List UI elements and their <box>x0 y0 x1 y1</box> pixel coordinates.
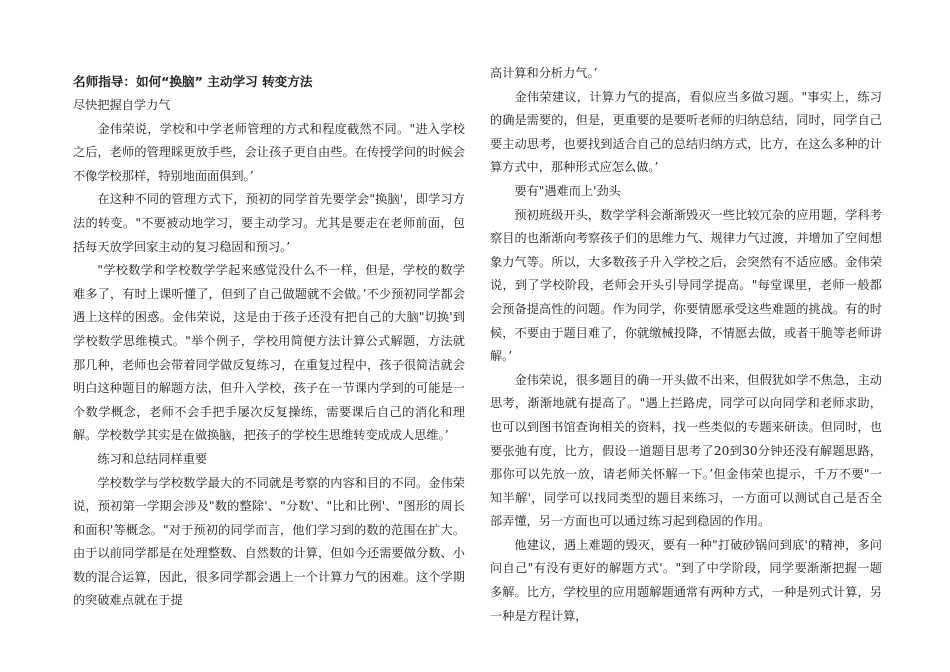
paragraph: 在这种不同的管理方式下，预初的同学首先要学会"换脑'，即学习方法的转变。"不要被动地学习，要主动学习。尤其是要走在老师前面，包括每天放学回家主动的复习稳固和预习。’ <box>73 192 465 254</box>
paragraph: 预初班级开头，数学学科会渐渐毁灭一些比较冗杂的应用题，学科考察目的也渐渐向考察孩子们的思维力气、规律力气过渡，并增加了空间想象力气等。所以，大多数孩子升入学校之后，会突然有不适应感。金伟荣说，到了学校阶段，老师会开头引导同学提高。"每堂课里，老师一般都会预备提高性的问题。作为同学，你要情愿承受这些难题的挑战。有的时候，不要由于题目难了，你就缴械投降，不情愿去做，或者干脆等老师讲解。’ <box>490 207 882 364</box>
paragraph: 金伟荣建议，计算力气的提高，看似应当多做习题。"事实上，练习的确是需要的，但是，更重要的是要听老师的归纳总结，同时，同学自己要主动思考，也要找到适合自己的总结归纳方式，比方，在这么多种的计算方式中，那种形式应怎么做。’ <box>490 89 882 175</box>
paragraph: 他建议，遇上难题的毁灭，要有一种"打破砂锅问到底'的精神，多问问自己"有没有更好的解题方式'。"到了中学阶段，同学要渐渐把握一题多解。比方，学校里的应用题解题通常有两种方式，一种是列式计算，另一种是方程计算， <box>490 537 882 623</box>
paragraph: 金伟荣说，学校和中学老师管理的方式和程度截然不同。"进入学校之后，老师的管理睬更放手些，会让孩子更自由些。在传授学问的时候会不像学校那样，特别地面面俱到。’ <box>73 121 465 183</box>
article-title: 名师指导：如何“换脑” 主动学习 转变方法 <box>73 74 313 89</box>
paragraph: 金伟荣说，很多题目的确一开头做不出来，但假犹如学不焦急，主动思考，渐渐地就有提高了。"遇上拦路虎，同学可以向同学和老师求助，也可以到图书馆查询相关的资料，找一些类似的专题来研读。但同时，也要张弛有度，比方，假设一道题目思考了20到30分钟还没有解题思路，那你可以先放一放，请老师关怀解一下。’但金伟荣也提示，千万不要"一知半解'，同学可以找同类型的题目来练习，一方面可以测试自己是否全部弄懂，另一方面也可以通过练习起到稳固的作用。 <box>490 372 882 529</box>
paragraph: "学校数学和学校数学学起来感觉没什么不一样，但是，学校的数学难多了，有时上课听懂了，但到了自己做题就不会做。’不少预初同学都会遇上这样的困惑。金伟荣说，这是由于孩子还没有把自己的大脑"切换'到学校数学思维模式。"举个例子，学校用简便方法计算公式解题，方法就那几种，老师也会带着同学做反复练习，在重复过程中，孩子很简洁就会明白这种题目的解题方法，但升入学校，孩子在一节课内学到的可能是一个数学概念，老师不会手把手屡次反复操练，需要课后自己的消化和理解。学校数学其实是在做换脑，把孩子的学校生思维转变成成人思维。’ <box>73 263 465 443</box>
section-heading: 尽快把握自学力气 <box>73 98 171 112</box>
right-column <box>490 62 882 628</box>
left-column <box>73 70 465 613</box>
section-heading: 练习和总结同样重要 <box>97 451 208 466</box>
paragraph: 学校数学与学校数学最大的不同就是考察的内容和目的不同。金伟荣说，预初第一学期会涉及"数的整除'、"分数'、"比和比例'、"图形的周长和面积'等概念。"对于预初的同学而言，他们学习到的数的范围在扩大。由于以前同学都是在处理整数、自然数的计算，但如今还需要做分数、小数的混合运算，因此，很多同学都会遇上一个计算力气的困难。这个学期的突破难点就在于提 <box>73 475 465 608</box>
paragraph-continuation: 高计算和分析力气。’ <box>490 66 598 80</box>
section-heading: 要有"遇难而上'劲头 <box>514 183 621 198</box>
